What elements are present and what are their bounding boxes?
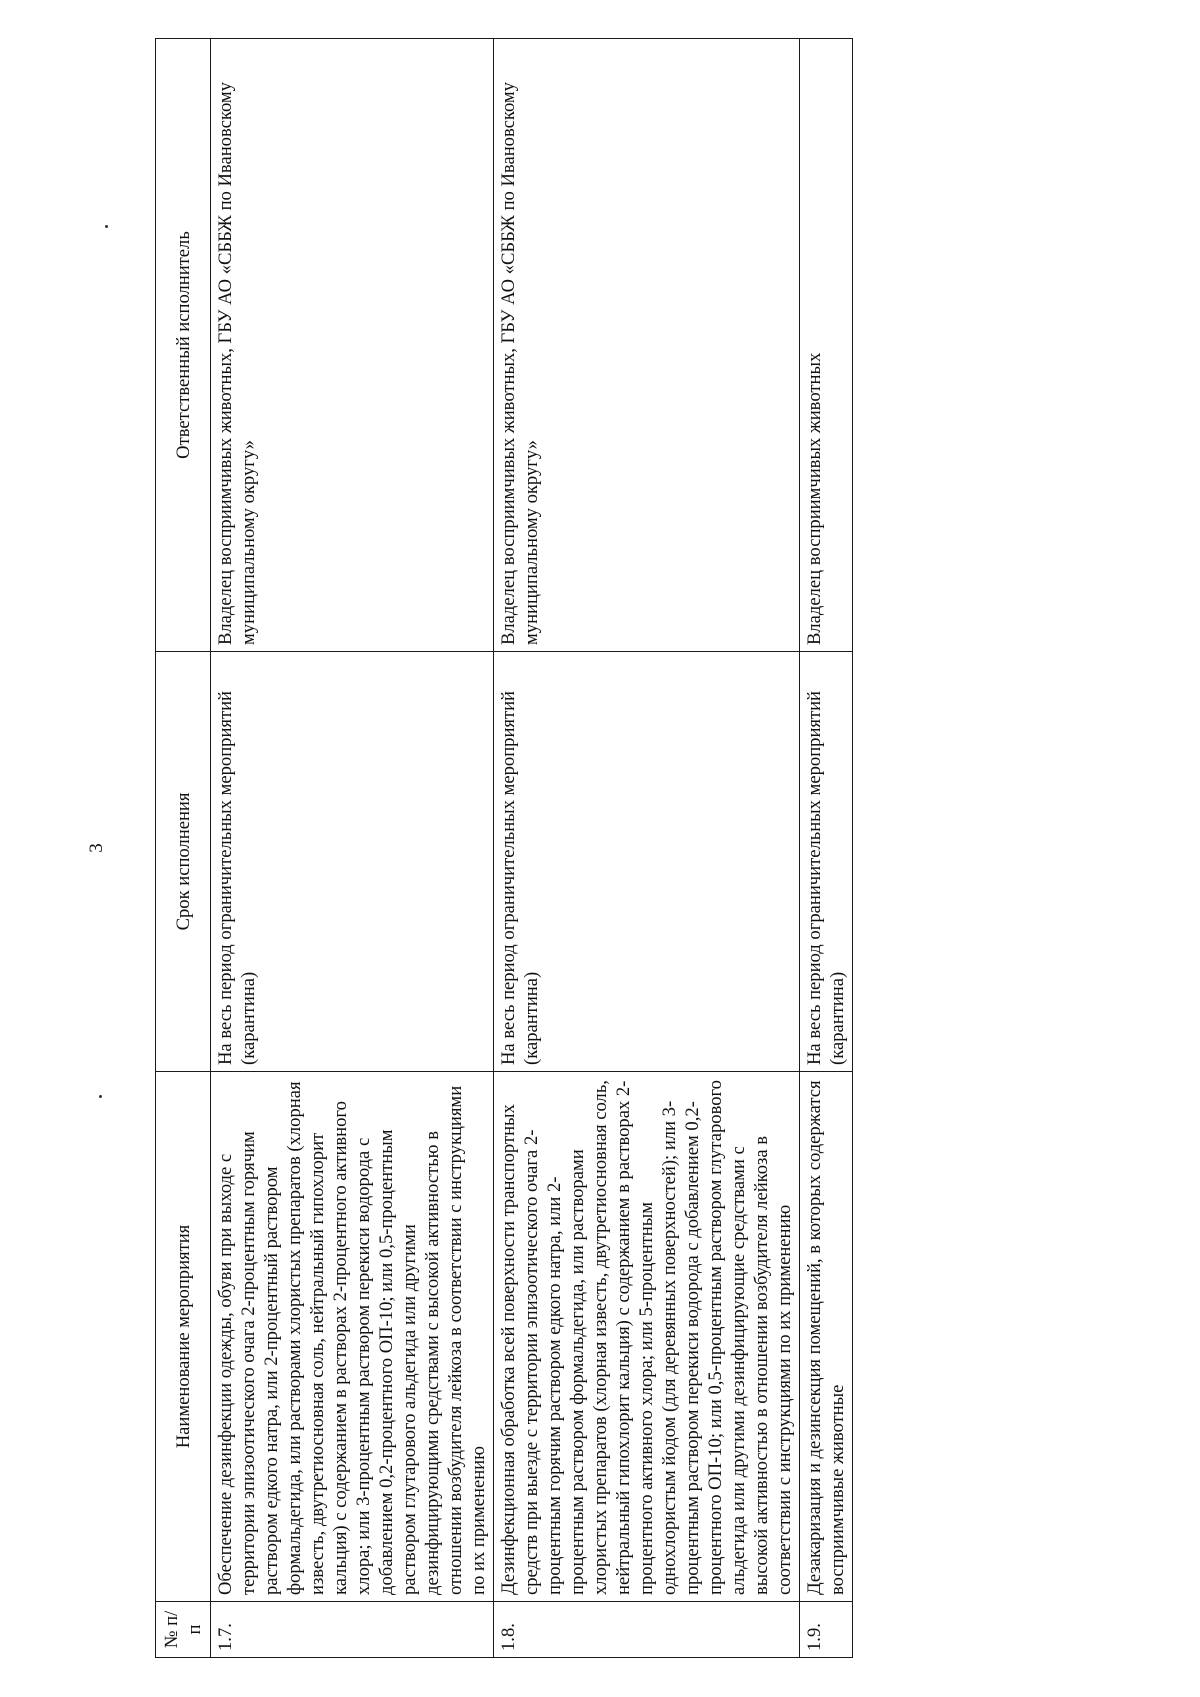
header-num: № п/п <box>156 1602 211 1658</box>
header-responsible: Ответственный исполнитель <box>156 39 211 652</box>
table-row <box>800 39 853 1658</box>
table-row <box>494 39 800 1658</box>
row-name: Обеспечение дезинфекции одежды, обуви при выходе с территории эпизоотического очага 2-процентным горячим раствором едкого натра, или 2-процентный раствором формальдегида, или растворами хлористых препаратов (хлорная известь, двутретиосновная соль, нейтральный гипохлорит кальция) с содержанием в растворах 2-процентного активного хлора; или 3-процентным раствором перекиси водорода с добавлением 0,2-процентного ОП-10; или 0,5-процентным раствором глутарового альдегида или другими дезинфицирующими средствами с высокой активностью в отношении возбудителя лейкоза в соответствии с инструкциями по их применению <box>211 1072 494 1602</box>
row-num: 1.9. <box>800 1602 853 1658</box>
scan-speck <box>99 1095 102 1098</box>
header-name: Наименование мероприятия <box>156 1072 211 1602</box>
header-term: Срок исполнения <box>156 652 211 1072</box>
measures-table <box>155 38 853 1658</box>
row-term: На весь период ограничительных мероприятий (карантина) <box>211 652 494 1072</box>
page-number: 3 <box>86 843 107 853</box>
scan-speck <box>105 225 108 228</box>
rotated-page <box>85 38 1115 1658</box>
table-header-row <box>156 39 211 1658</box>
row-num: 1.7. <box>211 1602 494 1658</box>
table-row <box>211 39 494 1658</box>
row-responsible: Владелец восприимчивых животных, ГБУ АО «СББЖ по Ивановскому муниципальному округу» <box>494 39 800 652</box>
row-name: Дезакаризация и дезинсекция помещений, в которых содержатся восприимчивые животные <box>800 1072 853 1602</box>
row-name: Дезинфекционная обработка всей поверхности транспортных средств при выезде с территории эпизоотического очага 2-процентным горячим раствором едкого натра, или 2-процентным раствором формальдегида, или растворами хлористых препаратов (хлорная известь, двутретиосновная соль, нейтральный гипохлорит кальция) с содержанием в растворах 2-процентного активного хлора; или 5-процентным однохлористым йодом (для деревянных поверхностей); или 3-процентным раствором перекиси водорода с добавлением 0,2-процентного ОП-10; или 0,5-процентным раствором глутарового альдегида или другими дезинфицирующие средствами с высокой активностью в отношении возбудителя лейкоза в соответствии с инструкциями по их применению <box>494 1072 800 1602</box>
row-responsible: Владелец восприимчивых животных, ГБУ АО «СББЖ по Ивановскому муниципальному округу» <box>211 39 494 652</box>
row-term: На весь период ограничительных мероприятий (карантина) <box>800 652 853 1072</box>
row-num: 1.8. <box>494 1602 800 1658</box>
row-responsible: Владелец восприимчивых животных <box>800 39 853 652</box>
row-term: На весь период ограничительных мероприятий (карантина) <box>494 652 800 1072</box>
